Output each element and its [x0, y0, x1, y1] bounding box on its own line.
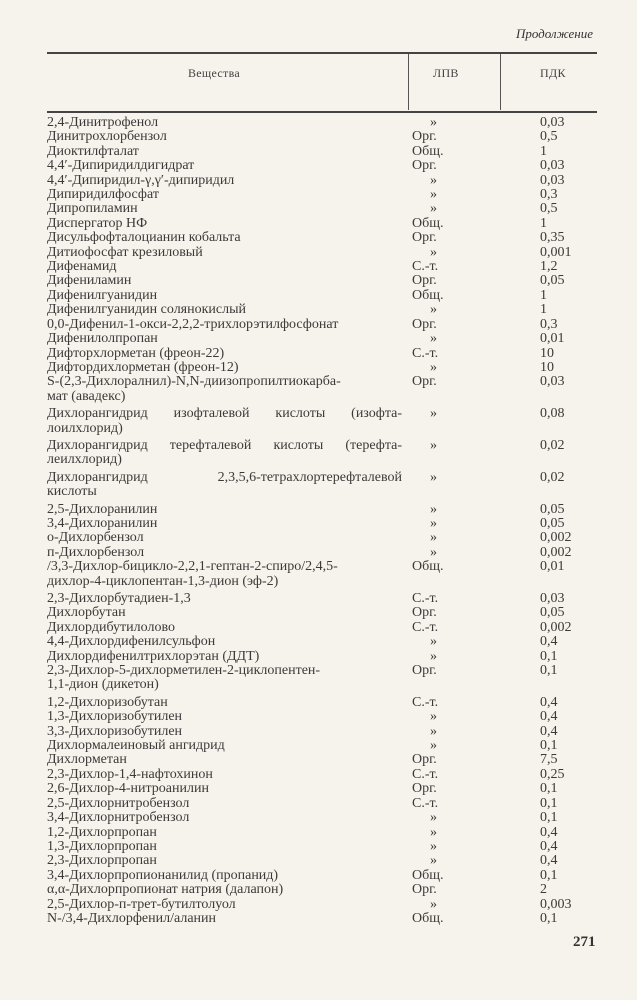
- continuation-label: Продолжение: [515, 26, 593, 41]
- pdk-value: 1: [540, 215, 547, 231]
- lpv-value: »: [430, 359, 437, 375]
- substance-name-line: о-Дихлорбензол: [47, 530, 144, 546]
- substance-name-line: N-/3,4-Дихлорфенил/аланин: [47, 910, 217, 926]
- substance-name: [47, 217, 402, 231]
- table-row: [47, 560, 597, 589]
- substance-name: [47, 811, 402, 825]
- substance-name-line: 1,2-Дихлоризобутан: [47, 694, 168, 710]
- pdk-value: 0,002: [540, 619, 572, 635]
- lpv-value: »: [430, 515, 437, 531]
- substance-name-line: Дихлорангидрид изофталевой кислоты (изофта-: [47, 406, 402, 422]
- pdk-value: 0,1: [540, 781, 558, 797]
- substance-name: [47, 188, 402, 202]
- substance-name-line: α,α-Дихлорпропионат натрия (далапон): [47, 882, 284, 898]
- lpv-value: »: [430, 437, 437, 453]
- substance-name: [47, 303, 402, 317]
- pdk-value: 1,2: [540, 259, 558, 275]
- substance-name-line: Дихлордифенилтрихлорэтан (ДДТ): [47, 648, 260, 664]
- table-row: [47, 217, 597, 231]
- lpv-value: С.-т.: [412, 259, 439, 275]
- pdk-value: 1: [540, 287, 547, 303]
- lpv-value: »: [430, 530, 437, 546]
- table-row: [47, 375, 597, 404]
- lpv-value: Общ.: [412, 910, 444, 926]
- pdk-value: 0,03: [540, 158, 565, 174]
- substance-name-line: Дипиридилфосфат: [47, 187, 159, 203]
- pdk-value: 0,05: [540, 515, 565, 531]
- substance-name-line: Дифенилолпропан: [47, 331, 158, 347]
- substance-name-line: 3,4-Дихлорпропионанилид (пропанид): [47, 867, 279, 883]
- table-row: [47, 130, 597, 144]
- lpv-value: Орг.: [412, 273, 437, 289]
- pdk-value: 0,1: [540, 867, 558, 883]
- table-row: [47, 826, 597, 840]
- substance-name: [47, 546, 402, 560]
- lpv-value: С.-т.: [412, 694, 439, 710]
- substance-name: [47, 635, 402, 649]
- substance-name-line: 4,4′-Дипиридилдигидрат: [47, 158, 195, 174]
- pdk-value: 0,25: [540, 766, 565, 782]
- pdk-value: 0,4: [540, 694, 558, 710]
- substance-name: [47, 912, 402, 926]
- substance-name-line: 2,3-Дихлор-5-дихлорметилен-2-циклопентен-: [47, 663, 321, 679]
- substance-name-line: Диоктилфталат: [47, 143, 139, 159]
- header-substances: Вещества: [188, 66, 240, 80]
- substance-name-line: Дихлорбутан: [47, 605, 126, 621]
- substance-name-line: лоилхлорид): [47, 420, 123, 436]
- substance-name: [47, 159, 402, 173]
- lpv-value: Орг.: [412, 316, 437, 332]
- substance-name: [47, 260, 402, 274]
- substance-name: [47, 231, 402, 245]
- substance-name-line: 1,3-Дихлоризобутилен: [47, 709, 183, 725]
- column-divider: [500, 54, 501, 110]
- substance-name-line: Дихлордибутилолово: [47, 619, 175, 635]
- lpv-value: »: [430, 648, 437, 664]
- lpv-value: Общ.: [412, 867, 444, 883]
- substance-name: [47, 840, 402, 854]
- pdk-value: 0,1: [540, 810, 558, 826]
- substance-name: [47, 145, 402, 159]
- pdk-value: 1: [540, 143, 547, 159]
- table-row: [47, 753, 597, 767]
- pdk-value: 0,1: [540, 648, 558, 664]
- table-row: [47, 664, 597, 693]
- substance-name: [47, 606, 402, 620]
- lpv-value: Орг.: [412, 663, 437, 679]
- substance-name: [47, 826, 402, 840]
- table-row: [47, 231, 597, 245]
- lpv-value: »: [430, 544, 437, 560]
- substance-name: [47, 347, 402, 361]
- lpv-value: »: [430, 201, 437, 217]
- lpv-value: »: [430, 469, 437, 485]
- lpv-value: »: [430, 406, 437, 422]
- lpv-value: Орг.: [412, 230, 437, 246]
- substance-name: [47, 274, 402, 288]
- pdk-value: 0,4: [540, 853, 558, 869]
- pdk-value: 1: [540, 302, 547, 318]
- lpv-value: »: [430, 634, 437, 650]
- table-row: [47, 840, 597, 854]
- substance-name-line: /3,3-Дихлор-бицикло-2,2,1-гептан-2-спиро/2,4,5-: [47, 559, 338, 575]
- table-row: [47, 407, 597, 436]
- table-row: [47, 782, 597, 796]
- lpv-value: Орг.: [412, 752, 437, 768]
- substance-name: [47, 116, 402, 130]
- pdk-value: 0,01: [540, 331, 565, 347]
- table-row: [47, 159, 597, 173]
- substance-name-line: леилхлорид): [47, 452, 122, 468]
- substance-name-line: п-Дихлорбензол: [47, 544, 145, 560]
- table-row: [47, 116, 597, 130]
- substance-name-line: S-(2,3-Дихлоралнил)-N,N-диизопропилтиокарба-: [47, 374, 341, 390]
- pdk-value: 7,5: [540, 752, 558, 768]
- pdk-value: 0,05: [540, 501, 565, 517]
- substance-name: [47, 517, 402, 531]
- table-row: [47, 439, 597, 468]
- substance-name-line: 2,6-Дихлор-4-нитроанилин: [47, 781, 209, 797]
- substance-name-line: Дихлорметан: [47, 752, 127, 768]
- table-row: [47, 912, 597, 926]
- substance-name: [47, 883, 402, 897]
- lpv-value: Общ.: [412, 143, 444, 159]
- pdk-value: 2: [540, 882, 547, 898]
- substance-name: [47, 407, 402, 436]
- substance-name-line: Дифенилгуанидин солянокислый: [47, 302, 247, 318]
- substance-name: [47, 664, 402, 693]
- table-row: [47, 811, 597, 825]
- lpv-value: »: [430, 723, 437, 739]
- lpv-value: »: [430, 896, 437, 912]
- pdk-value: 0,03: [540, 115, 565, 130]
- substance-name-line: 3,4-Дихлоранилин: [47, 515, 158, 531]
- table-row: [47, 696, 597, 710]
- table-row: [47, 650, 597, 664]
- table-row: [47, 797, 597, 811]
- substance-name: [47, 854, 402, 868]
- substance-name: [47, 650, 402, 664]
- substance-table-body: [47, 116, 597, 926]
- pdk-value: 0,05: [540, 605, 565, 621]
- pdk-value: 0,001: [540, 244, 572, 260]
- table-row: [47, 246, 597, 260]
- table-row: [47, 531, 597, 545]
- substance-name: [47, 246, 402, 260]
- lpv-value: Общ.: [412, 287, 444, 303]
- header-pdk: ПДК: [540, 66, 566, 80]
- header-lpv: ЛПВ: [433, 66, 459, 80]
- table-row: [47, 854, 597, 868]
- pdk-value: 0,4: [540, 824, 558, 840]
- pdk-value: 0,35: [540, 230, 565, 246]
- substance-name-line: 1,1-дион (дикетон): [47, 677, 159, 693]
- lpv-value: »: [430, 853, 437, 869]
- table-row: [47, 517, 597, 531]
- pdk-value: 0,002: [540, 530, 572, 546]
- lpv-value: »: [430, 302, 437, 318]
- pdk-value: 0,5: [540, 201, 558, 217]
- substance-name: [47, 592, 402, 606]
- lpv-value: »: [430, 244, 437, 260]
- substance-name-line: 4,4-Дихлордифенилсульфон: [47, 634, 216, 650]
- substance-name-line: 4,4′-Дипиридил-γ,γ′-дипиридил: [47, 172, 235, 188]
- lpv-value: Общ.: [412, 215, 444, 231]
- lpv-value: »: [430, 838, 437, 854]
- substance-name-line: Дихлорангидрид 2,3,5,6-тетрахлортерефталевой: [47, 469, 402, 485]
- table-row: [47, 898, 597, 912]
- table-row: [47, 546, 597, 560]
- table-row: [47, 361, 597, 375]
- substance-name: [47, 768, 402, 782]
- pdk-value: 10: [540, 345, 554, 361]
- pdk-value: 0,02: [540, 437, 565, 453]
- substance-name: [47, 696, 402, 710]
- substance-name-line: 2,5-Дихлорнитробензол: [47, 795, 190, 811]
- table-row: [47, 606, 597, 620]
- table-row: [47, 739, 597, 753]
- substance-name: [47, 560, 402, 589]
- lpv-value: С.-т.: [412, 591, 439, 606]
- table-row: [47, 768, 597, 782]
- table-row: [47, 869, 597, 883]
- substance-name-line: Дихлормалеиновый ангидрид: [47, 738, 225, 754]
- lpv-value: С.-т.: [412, 619, 439, 635]
- lpv-value: Орг.: [412, 781, 437, 797]
- pdk-value: 0,1: [540, 738, 558, 754]
- lpv-value: »: [430, 331, 437, 347]
- table-row: [47, 202, 597, 216]
- substance-name: [47, 531, 402, 545]
- lpv-value: Орг.: [412, 129, 437, 145]
- substance-name-line: Дисульфофталоцианин кобальта: [47, 230, 241, 246]
- lpv-value: Орг.: [412, 158, 437, 174]
- substance-name: [47, 869, 402, 883]
- substance-name-line: 1,2-Дихлорпропан: [47, 824, 157, 840]
- lpv-value: С.-т.: [412, 766, 439, 782]
- lpv-value: С.-т.: [412, 795, 439, 811]
- substance-name: [47, 202, 402, 216]
- substance-name: [47, 739, 402, 753]
- page-number: 271: [573, 934, 596, 950]
- lpv-value: Орг.: [412, 605, 437, 621]
- substance-name-line: 2,3-Дихлорпропан: [47, 853, 157, 869]
- substance-name: [47, 782, 402, 796]
- substance-name-line: 0,0-Дифенил-1-окси-2,2,2-трихлорэтилфосфонат: [47, 316, 339, 332]
- lpv-value: С.-т.: [412, 345, 439, 361]
- pdk-value: 0,08: [540, 406, 565, 422]
- lpv-value: »: [430, 187, 437, 203]
- substance-name: [47, 361, 402, 375]
- pdk-value: 0,4: [540, 838, 558, 854]
- substance-name-line: 2,5-Дихлоранилин: [47, 501, 158, 517]
- pdk-value: 10: [540, 359, 554, 375]
- substance-name-line: Дифторхлорметан (фреон-22): [47, 345, 225, 361]
- substance-name: [47, 471, 402, 500]
- substance-name: [47, 503, 402, 517]
- substance-name: [47, 797, 402, 811]
- table-row: [47, 710, 597, 724]
- table-row: [47, 318, 597, 332]
- substance-name-line: Диспергатор НФ: [47, 215, 148, 231]
- pdk-value: 0,1: [540, 663, 558, 679]
- substance-name-line: Дифенилгуанидин: [47, 287, 158, 303]
- substance-name-line: Дихлорангидрид терефталевой кислоты (терефта-: [47, 437, 402, 453]
- substance-name: [47, 439, 402, 468]
- pdk-value: 0,4: [540, 634, 558, 650]
- substance-name-line: Дифенамид: [47, 259, 117, 275]
- substance-name-line: 3,4-Дихлорнитробензол: [47, 810, 190, 826]
- substance-name-line: 2,3-Дихлор-1,4-нафтохинон: [47, 766, 213, 782]
- substance-name: [47, 289, 402, 303]
- lpv-value: »: [430, 824, 437, 840]
- substance-name: [47, 174, 402, 188]
- substance-name-line: мат (авадекс): [47, 388, 126, 404]
- lpv-value: »: [430, 738, 437, 754]
- pdk-value: 0,5: [540, 129, 558, 145]
- lpv-value: »: [430, 810, 437, 826]
- substance-name-line: 2,4-Динитрофенол: [47, 115, 159, 130]
- table-top-rule: [47, 52, 597, 54]
- substance-name: [47, 710, 402, 724]
- lpv-value: »: [430, 172, 437, 188]
- substance-name: [47, 318, 402, 332]
- table-row: [47, 347, 597, 361]
- pdk-value: 0,03: [540, 374, 565, 390]
- pdk-value: 0,4: [540, 709, 558, 725]
- table-row: [47, 725, 597, 739]
- lpv-value: »: [430, 115, 437, 130]
- lpv-value: Орг.: [412, 882, 437, 898]
- table-row: [47, 174, 597, 188]
- table-row: [47, 503, 597, 517]
- substance-name-line: кислоты: [47, 484, 97, 500]
- lpv-value: Общ.: [412, 559, 444, 575]
- substance-name-line: 2,5-Дихлор-п-трет-бутилтолуол: [47, 896, 236, 912]
- substance-name-line: дихлор-4-циклопентан-1,3-дион (эф-2): [47, 573, 279, 589]
- pdk-value: 0,03: [540, 591, 565, 606]
- pdk-value: 0,1: [540, 910, 558, 926]
- pdk-value: 0,4: [540, 723, 558, 739]
- substance-name-line: 1,3-Дихлорпропан: [47, 838, 157, 854]
- table-row: [47, 592, 597, 606]
- header-bottom-rule: [47, 111, 597, 113]
- pdk-value: 0,002: [540, 544, 572, 560]
- lpv-value: »: [430, 709, 437, 725]
- substance-name: [47, 725, 402, 739]
- substance-name-line: Дифтордихлорметан (фреон-12): [47, 359, 239, 375]
- substance-name-line: Дитиофосфат крезиловый: [47, 244, 203, 260]
- column-divider: [408, 54, 409, 110]
- pdk-value: 0,03: [540, 172, 565, 188]
- substance-name-line: Динитрохлорбензол: [47, 129, 167, 145]
- table-row: [47, 188, 597, 202]
- substance-name-line: Дифениламин: [47, 273, 132, 289]
- table-row: [47, 145, 597, 159]
- pdk-value: 0,3: [540, 316, 558, 332]
- table-row: [47, 621, 597, 635]
- table-row: [47, 289, 597, 303]
- substance-name-line: 3,3-Дихлоризобутилен: [47, 723, 183, 739]
- table-row: [47, 274, 597, 288]
- substance-name: [47, 753, 402, 767]
- table-row: [47, 260, 597, 274]
- substance-name: [47, 332, 402, 346]
- pdk-value: 0,02: [540, 469, 565, 485]
- substance-name-line: 2,3-Дихлорбутадиен-1,3: [47, 591, 191, 606]
- substance-name: [47, 375, 402, 404]
- pdk-value: 0,003: [540, 896, 572, 912]
- table-row: [47, 635, 597, 649]
- lpv-value: »: [430, 501, 437, 517]
- lpv-value: Орг.: [412, 374, 437, 390]
- pdk-value: 0,01: [540, 559, 565, 575]
- table-row: [47, 883, 597, 897]
- pdk-value: 0,05: [540, 273, 565, 289]
- substance-name: [47, 898, 402, 912]
- table-row: [47, 471, 597, 500]
- substance-name: [47, 130, 402, 144]
- table-row: [47, 303, 597, 317]
- pdk-value: 0,3: [540, 187, 558, 203]
- pdk-value: 0,1: [540, 795, 558, 811]
- substance-name-line: Дипропиламин: [47, 201, 138, 217]
- table-row: [47, 332, 597, 346]
- substance-name: [47, 621, 402, 635]
